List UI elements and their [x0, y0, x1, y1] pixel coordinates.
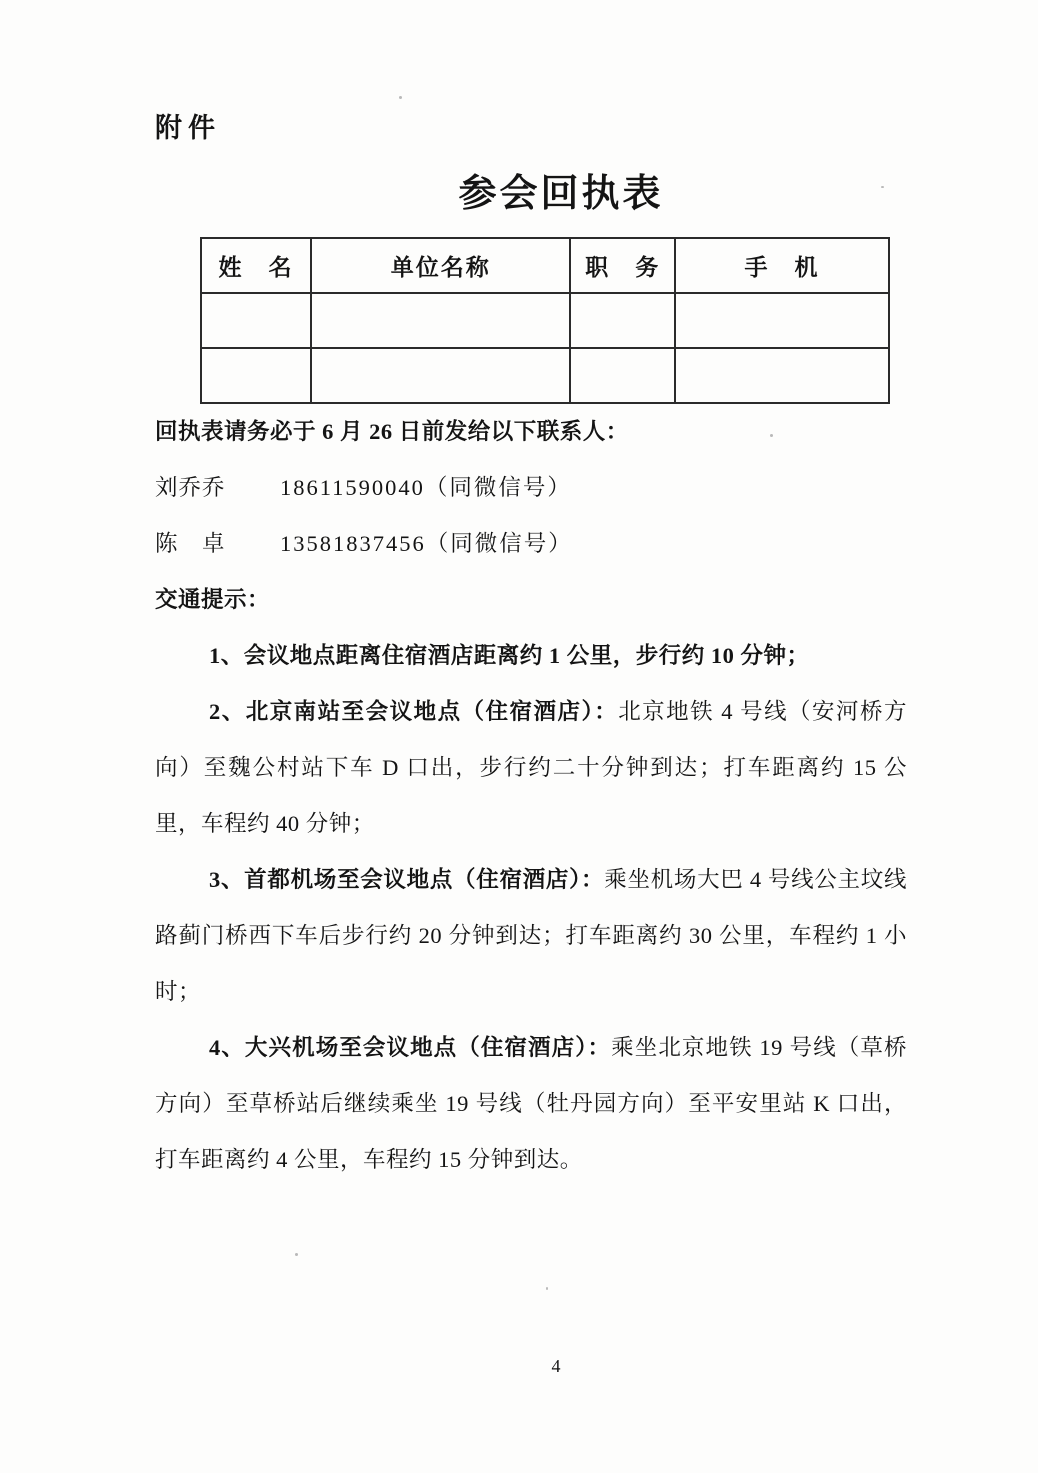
traffic-item-lead: 3、首都机场至会议地点（住宿酒店）：: [209, 867, 605, 892]
table-header-unit: 单位名称: [311, 238, 570, 293]
traffic-item-lead: 4、大兴机场至会议地点（住宿酒店）：: [209, 1035, 612, 1060]
contact-name: 刘乔乔: [155, 475, 226, 500]
scan-speck: [546, 1287, 548, 1290]
contact-phone: 18611590040（同微信号）: [280, 475, 572, 500]
traffic-item-text: 乘坐北京地铁 19 号线（草桥方向）至草桥站后继续乘坐 19 号线（牡丹园方向）至平安里站 K 口出，打车距离约 4 公里，车程约 15 分钟到达。: [155, 1035, 907, 1172]
contact-line: [155, 460, 907, 516]
reply-form-table: [200, 237, 890, 404]
traffic-item-2: [155, 684, 907, 852]
table-cell: [311, 293, 570, 348]
traffic-item-lead: 1、会议地点距离住宿酒店距离约 1 公里，步行约 10 分钟；: [209, 643, 810, 668]
page-number: 4: [551, 1356, 561, 1376]
table-cell: [675, 348, 889, 403]
table-cell: [201, 348, 311, 403]
traffic-tips-heading: 交通提示：: [155, 587, 271, 612]
document-body: [155, 404, 907, 1188]
traffic-item-4: [155, 1020, 907, 1188]
scan-speck: [295, 1253, 298, 1256]
traffic-item-3: [155, 852, 907, 1020]
traffic-item-lead: 2、北京南站至会议地点（住宿酒店）：: [209, 699, 619, 724]
table-cell: [570, 348, 675, 403]
table-cell: [311, 348, 570, 403]
reply-deadline-note: 回执表请务必于 6 月 26 日前发给以下联系人：: [155, 419, 629, 444]
table-header-name: 姓 名: [201, 238, 311, 293]
scan-speck: [770, 434, 773, 437]
traffic-item-text: 北京地铁 4 号线（安河桥方向）至魏公村站下车 D 口出，步行约二十分钟到达；打车距离约 15 公里，车程约 40 分钟；: [155, 699, 907, 836]
table-header-row: [201, 238, 889, 293]
attachment-label: 附件: [155, 113, 221, 143]
table-cell: [675, 293, 889, 348]
scan-speck: [881, 186, 884, 188]
contact-name: 陈 卓: [155, 531, 226, 556]
traffic-item-1: [155, 628, 907, 684]
table-cell: [201, 293, 311, 348]
scan-speck: [399, 96, 402, 99]
table-cell: [570, 293, 675, 348]
page-title: 参会回执表: [458, 173, 664, 215]
table-header-title: 职 务: [570, 238, 675, 293]
table-header-phone: 手 机: [675, 238, 889, 293]
traffic-item-text: 乘坐机场大巴 4 号线公主坟线路蓟门桥西下车后步行约 20 分钟到达；打车距离约 30 公里，车程约 1 小时；: [155, 867, 907, 1004]
table-row: [201, 348, 889, 403]
contact-line: [155, 516, 907, 572]
contact-phone: 13581837456（同微信号）: [280, 531, 573, 556]
table-row: [201, 293, 889, 348]
